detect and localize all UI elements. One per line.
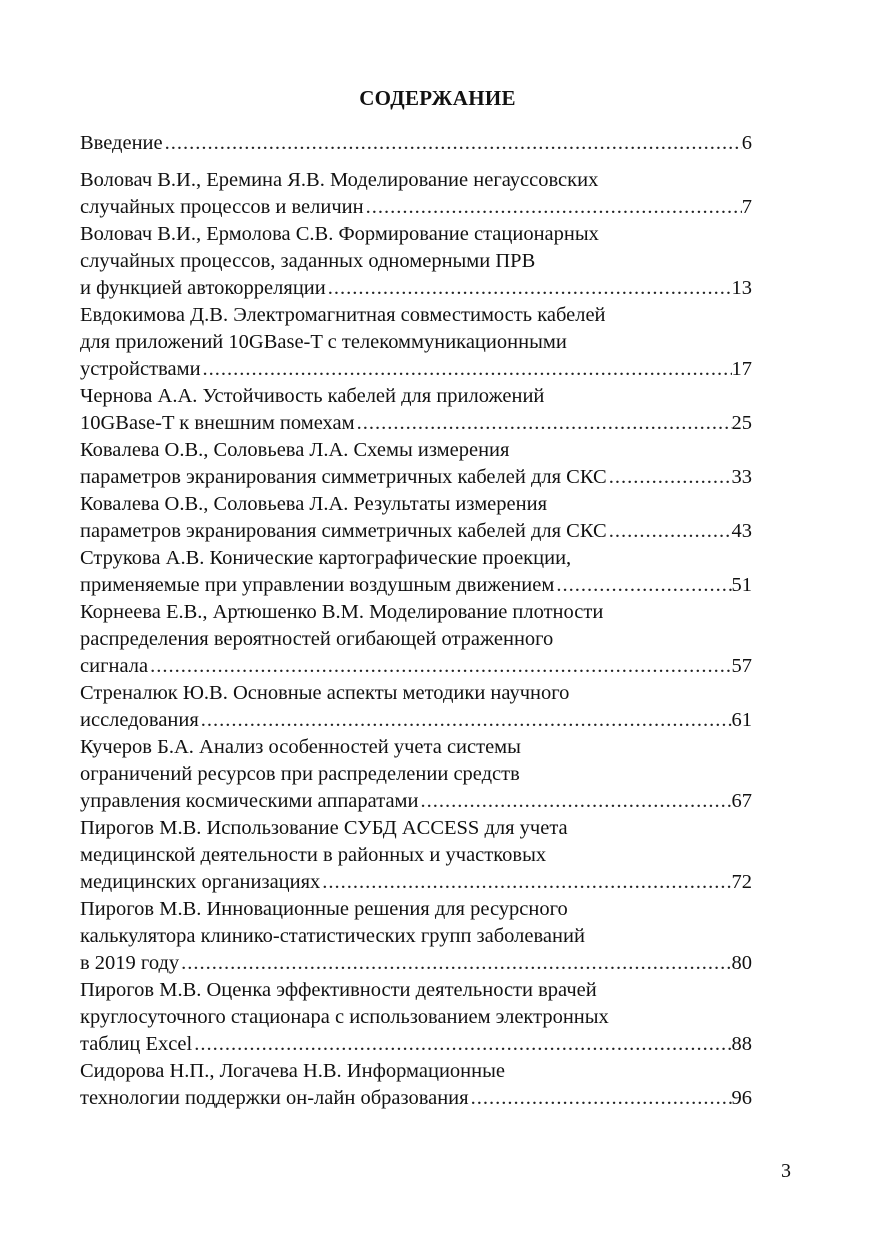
- toc-entry: [80, 734, 752, 815]
- toc-page-number: 7: [741, 196, 752, 218]
- toc-entry-last-line: [80, 950, 752, 977]
- toc-page-number: 43: [731, 520, 752, 542]
- toc-entry-line: Корнеева Е.В., Артюшенко В.М. Моделирование плотности: [80, 601, 604, 623]
- toc-entry-line: Пирогов М.В. Оценка эффективности деятельности врачей: [80, 979, 597, 1001]
- toc-entry-last-line: [80, 410, 752, 437]
- toc-entry: [80, 896, 752, 977]
- toc-entry-text: устройствами: [80, 358, 201, 380]
- toc-leader-dots: [326, 275, 732, 302]
- toc-leader-dots: [364, 194, 742, 221]
- toc-page-number: 33: [731, 466, 752, 488]
- toc-leader-dots: [554, 572, 731, 599]
- toc-entry: [80, 383, 752, 437]
- toc-entry-last-line: [80, 275, 752, 302]
- toc-entry-line: Пирогов М.В. Использование СУБД ACCESS для учета: [80, 817, 568, 839]
- toc-entry: [80, 221, 752, 302]
- toc-entry: [80, 491, 752, 545]
- toc-page-number: 13: [731, 277, 752, 299]
- toc-entry-text: таблиц Excel: [80, 1033, 193, 1055]
- toc-entry-last-line: [80, 572, 752, 599]
- toc-entry-line: Воловач В.И., Ермолова С.В. Формирование стационарных: [80, 223, 599, 245]
- toc-page-number: 25: [731, 412, 752, 434]
- toc-entry: [80, 437, 752, 491]
- toc-entry-text: Введение: [80, 132, 163, 154]
- toc-entry-line: Воловач В.И., Еремина Я.В. Моделирование негауссовских: [80, 169, 599, 191]
- toc-leader-dots: [163, 130, 742, 157]
- toc-page-number: 72: [731, 871, 752, 893]
- toc-leader-dots: [179, 950, 731, 977]
- toc-leader-dots: [320, 869, 731, 896]
- toc-entry-text: параметров экранирования симметричных кабелей для СКС: [80, 466, 607, 488]
- toc-entry-text: исследования: [80, 709, 199, 731]
- toc-entry: [80, 545, 752, 599]
- toc-entry-last-line: [80, 707, 752, 734]
- toc-leader-dots: [607, 518, 732, 545]
- toc-entry-last-line: [80, 869, 752, 896]
- toc-entry-text: управления космическими аппаратами: [80, 790, 419, 812]
- toc-entry-line: случайных процессов, заданных одномерными ПРВ: [80, 250, 536, 272]
- toc-entry-line: калькулятора клинико-статистических групп заболеваний: [80, 925, 585, 947]
- toc-entry-line: для приложений 10GBase-T с телекоммуникационными: [80, 331, 567, 353]
- toc-entry-last-line: [80, 518, 752, 545]
- toc-entry-last-line: [80, 653, 752, 680]
- toc-entry: [80, 130, 752, 157]
- table-of-contents: [80, 130, 752, 1112]
- toc-page-number: 96: [731, 1087, 752, 1109]
- toc-entry-last-line: [80, 464, 752, 491]
- toc-leader-dots: [418, 788, 731, 815]
- toc-entry: [80, 977, 752, 1058]
- toc-leader-dots: [469, 1085, 732, 1112]
- toc-entry-last-line: [80, 356, 752, 383]
- toc-leader-dots: [148, 653, 731, 680]
- toc-entry-line: ограничений ресурсов при распределении средств: [80, 763, 520, 785]
- toc-entry-line: Кучеров Б.А. Анализ особенностей учета системы: [80, 736, 521, 758]
- toc-page-number: 57: [731, 655, 752, 677]
- toc-entry-line: Пирогов М.В. Инновационные решения для ресурсного: [80, 898, 568, 920]
- toc-entry-text: применяемые при управлении воздушным движением: [80, 574, 555, 596]
- toc-page-number: 51: [731, 574, 752, 596]
- toc-entry-line: Стреналюк Ю.В. Основные аспекты методики научного: [80, 682, 570, 704]
- toc-leader-dots: [192, 1031, 731, 1058]
- toc-entry: [80, 680, 752, 734]
- toc-page-number: 6: [741, 132, 752, 154]
- toc-page-number: 80: [731, 952, 752, 974]
- toc-leader-dots: [355, 410, 732, 437]
- toc-entry-text: технологии поддержки он-лайн образования: [80, 1087, 469, 1109]
- toc-leader-dots: [607, 464, 732, 491]
- toc-entry-line: круглосуточного стационара с использованием электронных: [80, 1006, 609, 1028]
- toc-entry-line: Сидорова Н.П., Логачева Н.В. Информационные: [80, 1060, 505, 1082]
- toc-entry-line: Евдокимова Д.В. Электромагнитная совместимость кабелей: [80, 304, 606, 326]
- toc-entry-text: в 2019 году: [80, 952, 180, 974]
- page-number: 3: [781, 1160, 791, 1182]
- page-title: СОДЕРЖАНИЕ: [359, 86, 516, 110]
- toc-entry-text: медицинских организациях: [80, 871, 321, 893]
- toc-entry: [80, 1058, 752, 1112]
- toc-entry: [80, 815, 752, 896]
- toc-entry-text: 10GBase-T к внешним помехам: [80, 412, 355, 434]
- toc-entry-line: медицинской деятельности в районных и участковых: [80, 844, 547, 866]
- toc-page-number: 61: [731, 709, 752, 731]
- toc-entry-text: и функцией автокорреляции: [80, 277, 326, 299]
- toc-page-number: 88: [731, 1033, 752, 1055]
- toc-page-number: 67: [731, 790, 752, 812]
- toc-entry-text: параметров экранирования симметричных кабелей для СКС: [80, 520, 607, 542]
- toc-entry-last-line: [80, 1085, 752, 1112]
- toc-entry: [80, 599, 752, 680]
- toc-entry-line: Чернова А.А. Устойчивость кабелей для приложений: [80, 385, 545, 407]
- toc-entry-line: Ковалева О.В., Соловьева Л.А. Схемы измерения: [80, 439, 510, 461]
- toc-entry-last-line: [80, 1031, 752, 1058]
- toc-entry: [80, 167, 752, 221]
- toc-entry: [80, 302, 752, 383]
- toc-entry-last-line: [80, 194, 752, 221]
- toc-entry-last-line: [80, 130, 752, 157]
- toc-entry-line: Ковалева О.В., Соловьева Л.А. Результаты измерения: [80, 493, 548, 515]
- toc-leader-dots: [199, 707, 732, 734]
- toc-entry-line: распределения вероятностей огибающей отраженного: [80, 628, 554, 650]
- toc-entry-text: случайных процессов и величин: [80, 196, 364, 218]
- toc-entry-text: сигнала: [80, 655, 149, 677]
- toc-entry-line: Струкова А.В. Конические картографические проекции,: [80, 547, 572, 569]
- toc-entry-last-line: [80, 788, 752, 815]
- toc-page-number: 17: [731, 358, 752, 380]
- toc-leader-dots: [201, 356, 732, 383]
